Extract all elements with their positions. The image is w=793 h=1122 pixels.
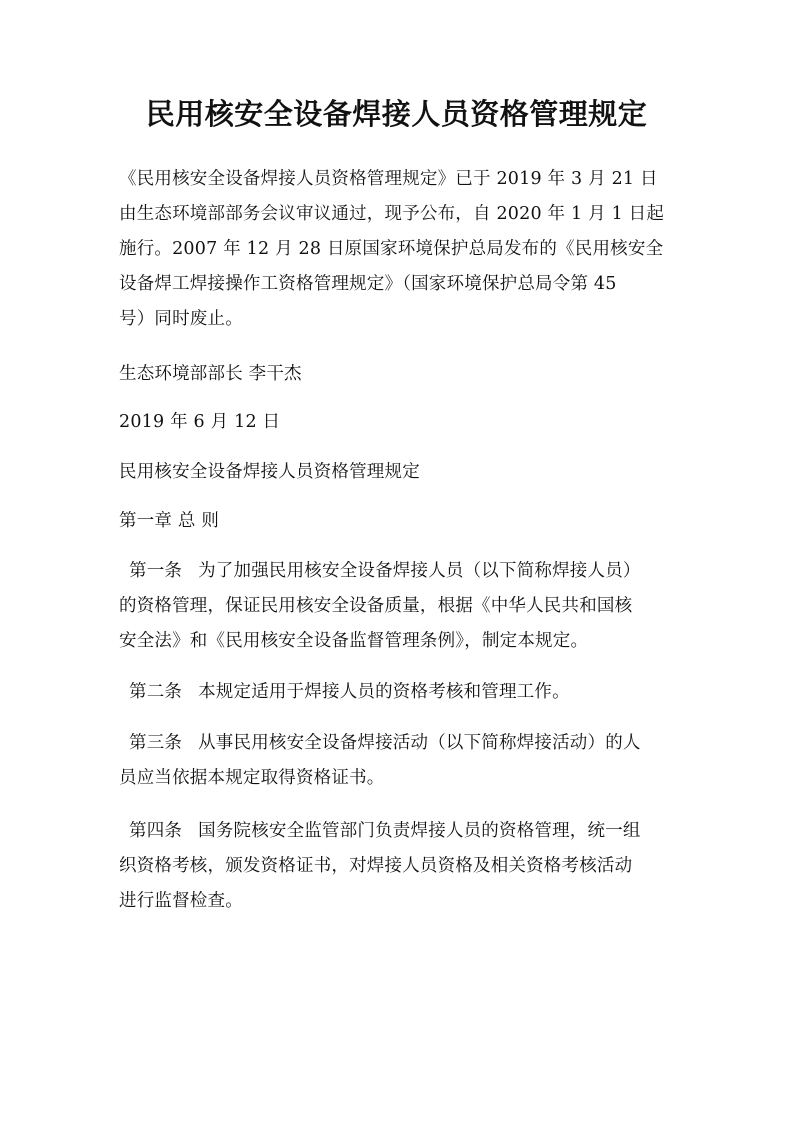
signatory-text: 生态环境部部长 李干杰 xyxy=(119,364,302,384)
publication-date-text: 2019 年 6 月 12 日 xyxy=(119,412,281,432)
article-2 xyxy=(119,675,679,710)
announcement-line: 号）同时废止。 xyxy=(119,309,243,329)
article-text: 从事民用核安全设备焊接活动（以下简称焊接活动）的人 xyxy=(198,733,641,753)
article-number: 第三条 xyxy=(129,733,183,753)
article-4 xyxy=(119,814,679,919)
chapter-heading-text: 第一章 总 则 xyxy=(119,511,220,531)
article-3 xyxy=(119,726,679,796)
article-number: 第四条 xyxy=(129,821,183,841)
article-text: 安全法》和《民用核安全设备监督管理条例》，制定本规定。 xyxy=(119,631,589,651)
article-text: 员应当依据本规定取得资格证书。 xyxy=(119,768,385,788)
signatory xyxy=(119,357,679,392)
document-title: 民用核安全设备焊接人员资格管理规定 xyxy=(145,97,648,131)
article-number: 第一条 xyxy=(129,561,183,581)
announcement-line: 设备焊工焊接操作工资格管理规定》（国家环境保护总局令第 45 xyxy=(119,274,617,294)
announcement-line: 施行。2007 年 12 月 28 日原国家环境保护总局发布的《民用核安全 xyxy=(119,239,664,259)
article-text: 为了加强民用核安全设备焊接人员（以下简称焊接人员） xyxy=(198,561,641,581)
article-text: 的资格管理，保证民用核安全设备质量，根据《中华人民共和国核 xyxy=(119,596,633,616)
article-text: 进行监督检查。 xyxy=(119,891,243,911)
regulation-title xyxy=(119,455,679,490)
regulation-title-text: 民用核安全设备焊接人员资格管理规定 xyxy=(119,462,420,482)
article-number: 第二条 xyxy=(129,682,183,702)
announcement-line: 《民用核安全设备焊接人员资格管理规定》已于 2019 年 3 月 21 日 xyxy=(119,169,658,189)
publication-date xyxy=(119,405,679,440)
chapter-heading xyxy=(119,504,679,539)
article-text: 织资格考核，颁发资格证书，对焊接人员资格及相关资格考核活动 xyxy=(119,856,633,876)
article-1 xyxy=(119,554,679,659)
article-text: 国务院核安全监管部门负责焊接人员的资格管理，统一组 xyxy=(198,821,641,841)
announcement-line: 由生态环境部部务会议审议通过，现予公布，自 2020 年 1 月 1 日起 xyxy=(119,204,665,224)
article-text: 本规定适用于焊接人员的资格考核和管理工作。 xyxy=(198,682,570,702)
announcement-paragraph xyxy=(119,162,679,337)
